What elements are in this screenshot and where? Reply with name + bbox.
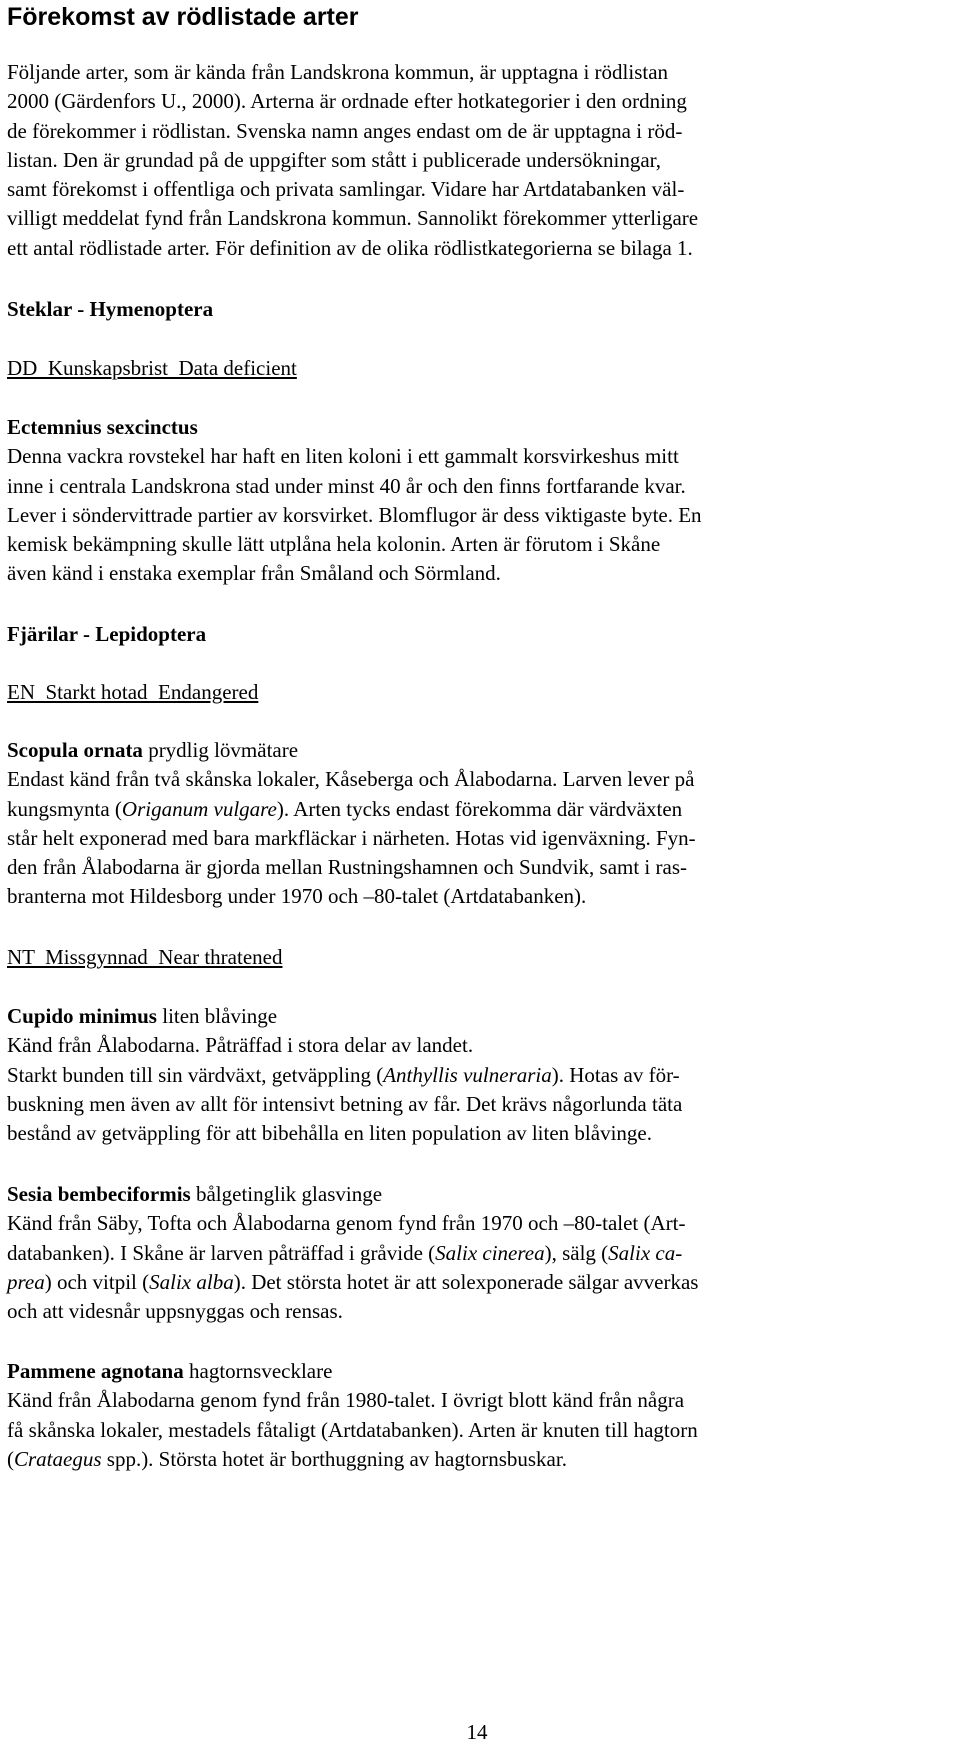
text-run: databanken). I Skåne är larven påträffad i gråvide ( [7,1240,436,1265]
intro-line: ett antal rödlistade arter. För definition av de olika rödlistkategorierna se bilaga 1. [7,235,693,260]
latin-plant-name: Salix cinerea [435,1240,545,1265]
species-text-line: Lever i söndervittrade partier av korsvirket. Blomflugor är dess viktigaste byte. En [7,502,702,527]
species-ectemnius [7,413,702,589]
latin-plant-name: Anthyllis vulneraria [383,1062,552,1087]
text-run: ) och vitpil ( [44,1269,150,1294]
text-run: ( [7,1446,14,1471]
species-latin-name: Sesia bembeciformis [7,1182,191,1206]
species-scopula [7,736,696,912]
species-latin-name: Cupido minimus [7,1004,157,1028]
species-swedish-name: hagtornsvecklare [189,1359,333,1383]
species-title [7,1357,698,1386]
text-run: spp.). Största hotet är borthuggning av hagtornsbuskar. [101,1446,567,1471]
species-cupido [7,1002,682,1148]
text-run: ), sälg ( [544,1240,609,1265]
species-text-line [7,1268,698,1297]
category-dd: DD Kunskapsbrist Data deficient [7,356,297,380]
page-title: Förekomst av rödlistade arter [7,3,359,31]
intro-line: villigt meddelat fynd från Landskrona kommun. Sannolikt förekommer ytterligare [7,206,699,231]
text-run: ). Det största hotet är att solexponerade sälgar avverkas [233,1269,699,1294]
species-text-line: Denna vackra rovstekel har haft en liten koloni i ett gammalt korsvirkeshus mitt [7,444,679,469]
text-run: ). Hotas av för- [551,1062,680,1087]
intro-line: 2000 (Gärdenfors U., 2000). Arterna är ordnade efter hotkategorier i den ordning [7,89,687,114]
species-title [7,413,702,442]
species-text-line [7,795,696,824]
text-run: ). Arten tycks endast förekomma där värdväxten [276,796,683,821]
intro-line: samt förekomst i offentliga och privata samlingar. Vidare har Artdatabanken väl- [7,177,685,202]
intro-line: listan. Den är grundad på de uppgifter som stått i publicerade undersökningar, [7,147,662,172]
species-title [7,1180,698,1209]
species-text-line: kemisk bekämpning skulle lätt utplåna hela kolonin. Arten är förutom i Skåne [7,532,661,557]
species-text-line: buskning men även av allt för intensivt betning av får. Det krävs någorlunda täta [7,1091,683,1116]
species-text-line [7,1239,698,1268]
latin-plant-name: prea [7,1269,45,1294]
species-text-line: inne i centrala Landskrona stad under minst 40 år och den finns fortfarande kvar. [7,473,686,498]
species-swedish-name: bålgetinglik glasvinge [195,1182,383,1206]
species-text-line [7,1061,682,1090]
species-text-line: Känd från Ålabodarna genom fynd från 1980-talet. I övrigt blott känd från några [7,1388,685,1413]
latin-plant-name: Salix ca- [608,1240,683,1265]
species-title [7,1002,682,1031]
intro-paragraph [7,58,698,263]
species-text-line: Känd från Ålabodarna. Påträffad i stora delar av landet. [7,1033,474,1058]
species-text-line: den från Ålabodarna är gjorda mellan Rustningshamnen och Sundvik, samt i ras- [7,855,687,880]
species-latin-name: Ectemnius sexcinctus [7,415,198,439]
latin-plant-name: Origanum vulgare [121,796,277,821]
species-latin-name: Scopula ornata [7,738,143,762]
page-number: 14 [466,1720,488,1744]
category-en: EN Starkt hotad Endangered [7,680,259,704]
species-text-line: branterna mot Hildesborg under 1970 och –80-talet (Artdatabanken). [7,884,587,909]
group-heading-hymenoptera: Steklar - Hymenoptera [7,297,214,321]
species-sesia [7,1180,698,1326]
species-text-line: även känd i enstaka exemplar från Småland och Sörmland. [7,561,501,586]
text-run: Starkt bunden till sin värdväxt, getväppling ( [7,1062,384,1087]
latin-plant-name: Salix alba [149,1269,234,1294]
species-text-line [7,1445,698,1474]
species-text-line: få skånska lokaler, mestadels fåtaligt (Artdatabanken). Arten är knuten till hagtorn [7,1417,698,1442]
species-text-line: bestånd av getväppling för att bibehålla en liten population av liten blåvinge. [7,1121,652,1146]
species-swedish-name: prydlig lövmätare [148,738,299,762]
latin-plant-name: Crataegus [14,1446,102,1471]
intro-line: Följande arter, som är kända från Landskrona kommun, är upptagna i rödlistan [7,60,669,84]
category-nt: NT Missgynnad Near thratened [7,945,283,969]
species-swedish-name: liten blåvinge [162,1004,278,1028]
species-latin-name: Pammene agnotana [7,1359,184,1383]
group-heading-lepidoptera: Fjärilar - Lepidoptera [7,622,207,646]
species-text-line: Endast känd från två skånska lokaler, Kåseberga och Ålabodarna. Larven lever på [7,767,695,792]
text-run: kungsmynta ( [7,796,122,821]
species-text-line: står helt exponerad med bara markfläckar i närheten. Hotas vid igenväxning. Fyn- [7,825,696,850]
species-text-line: Känd från Säby, Tofta och Ålabodarna genom fynd från 1970 och –80-talet (Art- [7,1211,686,1236]
intro-line: de förekommer i rödlistan. Svenska namn anges endast om de är upptagna i röd- [7,118,683,143]
species-title [7,736,696,765]
species-pammene [7,1357,698,1474]
species-text-line: och att videsnår uppsnyggas och rensas. [7,1299,343,1324]
